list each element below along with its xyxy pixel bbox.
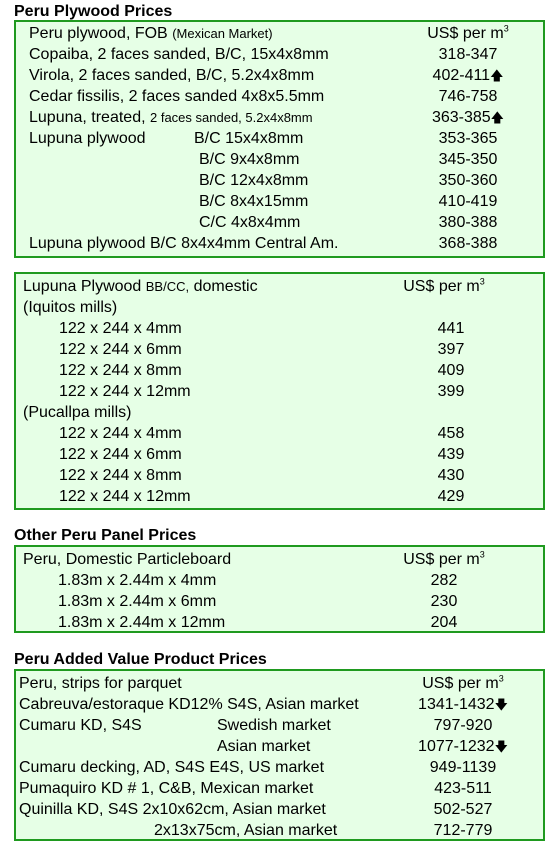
row-description: Cumaru KD, S4S (19, 717, 142, 734)
section-title-other-panel: Other Peru Panel Prices (14, 527, 197, 544)
row-price: 439 (437, 446, 465, 463)
row-spec: C/C 4x8x4mm (199, 214, 301, 231)
section-title-peru-plywood: Peru Plywood Prices (14, 3, 173, 20)
table-header (16, 549, 543, 570)
row-description: 122 x 244 x 6mm (59, 341, 182, 358)
table-row (16, 778, 543, 799)
header-label: Peru, Domestic Particleboard (23, 551, 232, 568)
row-price: 949-1139 (429, 759, 497, 776)
row-description: Lupuna, treated, 2 faces sanded, 5.2x4x8mm (29, 109, 313, 126)
table-row (16, 297, 543, 318)
header-label: Peru plywood, FOB (29, 25, 168, 42)
unit-header: US$ per $m^3$ (427, 23, 509, 42)
row-spec: B/C 12x4x8mm (199, 172, 309, 189)
row-description: 122 x 244 x 4mm (59, 425, 182, 442)
table-row (16, 736, 543, 757)
row-price: 368-388 (438, 235, 498, 252)
table-row (16, 65, 543, 86)
row-description: Lupuna plywood B/C 8x4x4mm Central Am. (29, 235, 339, 252)
table-row (16, 149, 543, 170)
row-price: 397 (437, 341, 465, 358)
table-row (16, 128, 543, 149)
table-row (16, 444, 543, 465)
mill-group-label: (Iquitos mills) (23, 299, 118, 316)
table-row (16, 233, 543, 254)
row-market: Swedish market (217, 717, 331, 734)
unit-header: US$ per $m^3$ (403, 276, 485, 295)
row-description: Pumaquiro KD # 1, C&B, Mexican market (19, 780, 314, 797)
peru-plywood-table (14, 20, 545, 258)
table-row (16, 591, 543, 612)
table-row (16, 44, 543, 65)
row-price: 318-347 (438, 46, 498, 63)
row-description: 122 x 244 x 8mm (59, 467, 182, 484)
mill-group-label: (Pucallpa mills) (23, 404, 132, 421)
table-header (16, 673, 543, 694)
header-label-small: (Mexican Market) (172, 26, 273, 41)
table-row (16, 360, 543, 381)
row-description: 122 x 244 x 8mm (59, 362, 182, 379)
row-price: 410-419 (438, 193, 498, 210)
header-label: Peru, strips for parquet (19, 675, 182, 692)
table-row (16, 820, 543, 841)
row-description: Lupuna plywood (29, 130, 146, 147)
row-price: 712-779 (433, 822, 493, 839)
table-row (16, 381, 543, 402)
row-description: 1.83m x 2.44m x 4mm (58, 572, 217, 589)
table-row (16, 86, 543, 107)
row-price: 282 (430, 572, 458, 589)
table-row (16, 799, 543, 820)
table-row (16, 612, 543, 633)
particleboard-table (14, 545, 545, 633)
table-row (16, 465, 543, 486)
table-row (16, 486, 543, 507)
row-price: 409 (437, 362, 465, 379)
row-price: 423-511 (434, 780, 492, 797)
row-price: 402-411🡅 (432, 67, 504, 84)
table-header: Lupuna Plywood BB/CC, domestic US$ per $m^3$ (16, 276, 543, 297)
row-price: 399 (437, 383, 465, 400)
section-title-added-value: Peru Added Value Product Prices (14, 651, 267, 668)
table-row (16, 170, 543, 191)
unit-header: US$ per $m^3$ (422, 673, 504, 692)
row-price: 502-527 (433, 801, 493, 818)
down-arrow-icon: 🡇 (494, 739, 508, 754)
row-price: 1077-1232🡇 (418, 738, 508, 755)
row-description: Cedar fissilis, 2 faces sanded 4x8x5.5mm (29, 88, 325, 105)
table-row (16, 423, 543, 444)
row-description: 2x13x75cm, Asian market (154, 822, 338, 839)
added-value-table (14, 669, 545, 841)
table-row (16, 191, 543, 212)
table-row (16, 318, 543, 339)
down-arrow-icon: 🡇 (494, 697, 508, 712)
header-label: Lupuna Plywood (23, 278, 142, 295)
table-row (16, 570, 543, 591)
table-row (16, 715, 543, 736)
row-spec: B/C 9x4x8mm (199, 151, 300, 168)
unit-header: US$ per $m^3$ (403, 549, 485, 568)
table-header (16, 23, 543, 44)
row-price: 430 (437, 467, 465, 484)
lupuna-domestic-table (14, 272, 545, 510)
row-description: 122 x 244 x 6mm (59, 446, 182, 463)
row-description: 122 x 244 x 4mm (59, 320, 182, 337)
table-row (16, 212, 543, 233)
up-arrow-icon: 🡅 (490, 110, 505, 125)
row-description: Cumaru decking, AD, S4S E4S, US market (19, 759, 325, 776)
row-price: 441 (437, 320, 465, 337)
row-description: 1.83m x 2.44m x 12mm (58, 614, 226, 631)
row-price: 363-385🡅 (431, 109, 505, 126)
row-price: 230 (430, 593, 458, 610)
row-description: 122 x 244 x 12mm (59, 383, 191, 400)
row-price: 350-360 (438, 172, 498, 189)
row-price: 797-920 (433, 717, 493, 734)
row-price: 429 (437, 488, 465, 505)
table-row (16, 107, 543, 128)
row-description: Virola, 2 faces sanded, B/C, 5.2x4x8mm (29, 67, 315, 84)
row-price: 204 (430, 614, 458, 631)
row-price: 353-365 (438, 130, 498, 147)
row-description: Copaiba, 2 faces sanded, B/C, 15x4x8mm (29, 46, 329, 63)
row-description: Cabreuva/estoraque KD12% S4S, Asian market (19, 696, 359, 713)
row-price: 380-388 (438, 214, 498, 231)
row-description: 122 x 244 x 12mm (59, 488, 191, 505)
table-row (16, 757, 543, 778)
row-price: 458 (437, 425, 465, 442)
row-description: Quinilla KD, S4S 2x10x62cm, Asian market (19, 801, 326, 818)
up-arrow-icon: 🡅 (490, 68, 504, 83)
row-description: 1.83m x 2.44m x 6mm (58, 593, 217, 610)
table-row (16, 694, 543, 715)
row-spec: B/C 15x4x8mm (194, 130, 304, 147)
row-price: 746-758 (438, 88, 498, 105)
row-price: 345-350 (438, 151, 498, 168)
table-row (16, 402, 543, 423)
row-price: 1341-1432🡇 (418, 696, 508, 713)
row-spec: B/C 8x4x15mm (199, 193, 309, 210)
row-market: Asian market (217, 738, 311, 755)
table-row (16, 339, 543, 360)
